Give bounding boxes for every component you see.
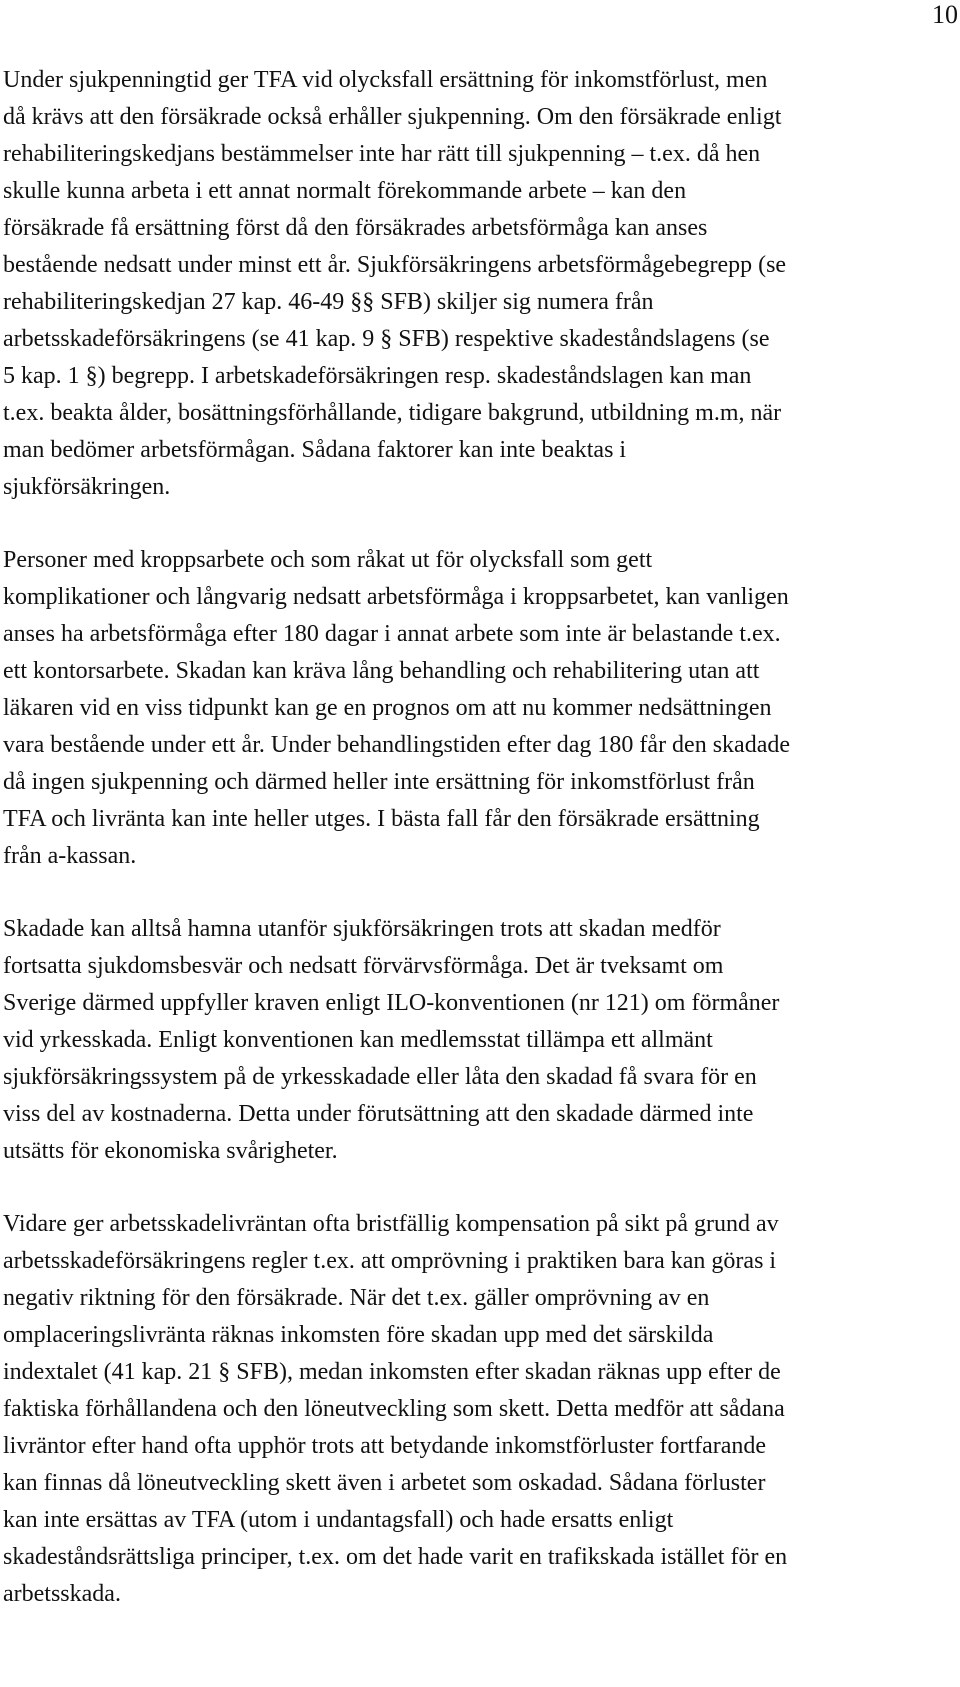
text-line: rehabiliteringskedjans bestämmelser inte har rätt till sjukpenning – t.ex. då hen [3,141,761,167]
text-line: skulle kunna arbeta i ett annat normalt förekommande arbete – kan den [3,178,687,204]
text-line: vara bestående under ett år. Under behandlingstiden efter dag 180 får den skadade [3,732,791,758]
text-line: Under sjukpenningtid ger TFA vid olycksfall ersättning för inkomstförlust, men [3,67,768,93]
text-line: rehabiliteringskedjan 27 kap. 46-49 §§ SFB) skiljer sig numera från [3,289,654,315]
text-line: arbetsskada. [3,1581,121,1607]
paragraph-arbetsskadelivranta [3,1206,955,1613]
text-line: kan inte ersättas av TFA (utom i undantagsfall) och hade ersatts enligt [3,1507,674,1533]
text-line: skadeståndsrättsliga principer, t.ex. om det hade varit en trafikskada istället för en [3,1544,788,1570]
text-line: då krävs att den försäkrade också erhåller sjukpenning. Om den försäkrade enligt [3,104,782,130]
text-line: arbetsskadeförsäkringens regler t.ex. att omprövning i praktiken bara kan göras i [3,1248,777,1274]
text-line: vid yrkesskada. Enligt konventionen kan medlemsstat tillämpa ett allmänt [3,1027,713,1053]
text-line: 5 kap. 1 §) begrepp. I arbetskadeförsäkringen resp. skadeståndslagen kan man [3,363,752,389]
text-line: man bedömer arbetsförmågan. Sådana faktorer kan inte beaktas i [3,437,627,463]
text-line: kan finnas då löneutveckling skett även i arbetet som oskadad. Sådana förluster [3,1470,766,1496]
text-line: Vidare ger arbetsskadelivräntan ofta bristfällig kompensation på sikt på grund av [3,1211,779,1237]
text-line: komplikationer och långvarig nedsatt arbetsförmåga i kroppsarbetet, kan vanligen [3,584,789,610]
text-line: negativ riktning för den försäkrade. När det t.ex. gäller omprövning av en [3,1285,710,1311]
text-line: Personer med kroppsarbete och som råkat ut för olycksfall som gett [3,547,653,573]
text-line: utsätts för ekonomiska svårigheter. [3,1138,338,1164]
text-line: fortsatta sjukdomsbesvär och nedsatt förvärvsförmåga. Det är tveksamt om [3,953,724,979]
text-line: anses ha arbetsförmåga efter 180 dagar i annat arbete som inte är belastande t.ex. [3,621,781,647]
text-line: Skadade kan alltså hamna utanför sjukförsäkringen trots att skadan medför [3,916,721,942]
text-line: från a-kassan. [3,843,137,869]
text-line: arbetsskadeförsäkringens (se 41 kap. 9 § SFB) respektive skadeståndslagens (se [3,326,770,352]
paragraph-kroppsarbete [3,542,955,875]
text-line: Sverige därmed uppfyller kraven enligt ILO-konventionen (nr 121) om förmåner [3,990,780,1016]
text-line: viss del av kostnaderna. Detta under förutsättning att den skadade därmed inte [3,1101,754,1127]
text-line: bestående nedsatt under minst ett år. Sjukförsäkringens arbetsförmågebegrepp (se [3,252,787,278]
text-line: ett kontorsarbete. Skadan kan kräva lång behandling och rehabilitering utan att [3,658,760,684]
text-line: livräntor efter hand ofta upphör trots att betydande inkomstförluster fortfarande [3,1433,767,1459]
text-line: TFA och livränta kan inte heller utges. I bästa fall får den försäkrade ersättning [3,806,760,832]
text-line: faktiska förhållandena och den löneutveckling som skett. Detta medför att sådana [3,1396,785,1422]
text-line: försäkrade få ersättning först då den försäkrades arbetsförmåga kan anses [3,215,708,241]
paragraph-sjukpenningtid [3,62,955,506]
page-number: 10 [932,0,958,29]
text-line: sjukförsäkringen. [3,474,171,500]
text-line: indextalet (41 kap. 21 § SFB), medan inkomsten efter skadan räknas upp efter de [3,1359,781,1385]
text-line: läkaren vid en viss tidpunkt kan ge en prognos om att nu kommer nedsättningen [3,695,772,721]
text-line: då ingen sjukpenning och därmed heller inte ersättning för inkomstförlust från [3,769,755,795]
text-line: sjukförsäkringssystem på de yrkesskadade eller låta den skadad få svara för en [3,1064,757,1090]
text-line: t.ex. beakta ålder, bosättningsförhållande, tidigare bakgrund, utbildning m.m, när [3,400,782,426]
document-body [3,62,955,1613]
paragraph-ilo-konventionen [3,911,955,1170]
text-line: omplaceringslivränta räknas inkomsten före skadan upp med det särskilda [3,1322,714,1348]
